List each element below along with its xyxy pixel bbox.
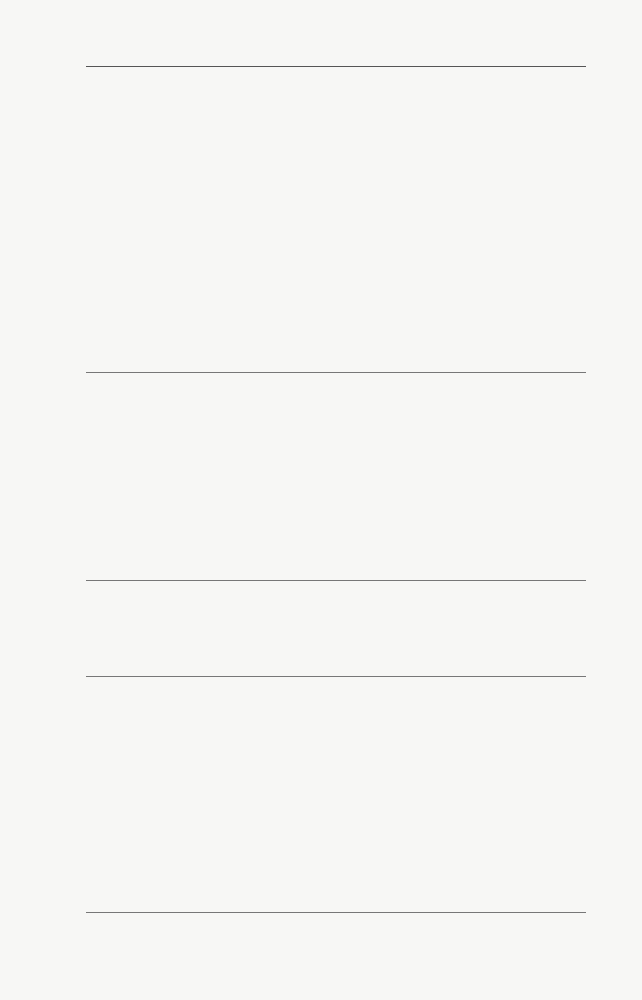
separator-line: [86, 912, 586, 913]
running-header: [86, 44, 586, 67]
part-heading: [86, 313, 586, 315]
separator-line: [86, 372, 586, 373]
separator-line: [86, 676, 586, 677]
separator-line: [86, 580, 586, 581]
